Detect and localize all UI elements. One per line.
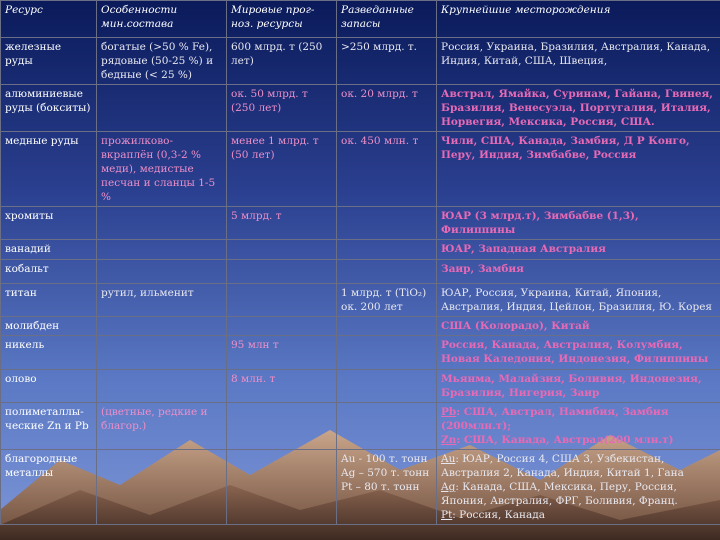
header-features: Особенности мин.состава	[97, 1, 227, 38]
explored-reserves: ок. 450 млн. т	[337, 132, 437, 207]
world-reserves: менее 1 млрд. т (50 лет)	[227, 132, 337, 207]
table-row	[1, 85, 720, 132]
header-world-reserves: Мировые прог-ноз. ресурсы	[227, 1, 337, 38]
mineral-features	[97, 260, 227, 284]
deposits-pt-line	[441, 508, 716, 522]
world-reserves: 600 млрд. т (250 лет)	[227, 38, 337, 85]
table-row	[1, 336, 720, 370]
mineral-features	[97, 85, 227, 132]
au-label: Au	[441, 453, 456, 465]
mineral-features	[97, 317, 227, 336]
world-reserves	[227, 240, 337, 260]
largest-deposits	[437, 403, 720, 450]
table-row	[1, 38, 720, 85]
mineral-features: прожилково-вкраплён (0,3-2 % меди), медистые песчан и сланцы 1-5 %	[97, 132, 227, 207]
explored-pt: Pt – 80 т. тонн	[341, 481, 420, 493]
header-resource: Ресурс	[1, 1, 97, 38]
mineral-features: рутил, ильменит	[97, 284, 227, 317]
world-reserves: 5 млрд. т	[227, 207, 337, 240]
explored-ag: Ag – 570 т. тонн	[341, 467, 430, 479]
resource-name: никель	[1, 336, 97, 370]
au-deposits: : ЮАР, Россия 4, США 3, Узбекистан, Австралия 2, Канада, Индия, Китай 1, Гана	[441, 453, 684, 479]
largest-deposits: ЮАР (3 млрд.т), Зимбабве (1,3), Филиппины	[437, 207, 720, 240]
world-reserves	[227, 403, 337, 450]
resource-name: полиметаллы-ческие Zn и Pb	[1, 403, 97, 450]
table-row	[1, 450, 720, 525]
mineral-features: богатые (>50 % Fe), рядовые (50-25 %) и бедные (< 25 %)	[97, 38, 227, 85]
zn-deposits: : США, Канада, Австрал(200 млн.т)	[456, 434, 674, 446]
mineral-features	[97, 207, 227, 240]
table-row	[1, 284, 720, 317]
explored-reserves	[337, 403, 437, 450]
explored-reserves	[337, 450, 437, 525]
ag-deposits: : Канада, США, Мексика, Перу, Россия, Япония, Австралия, ФРГ, Боливия, Франц.	[441, 481, 678, 507]
explored-reserves: ок. 20 млрд. т	[337, 85, 437, 132]
deposits-ag-line	[441, 480, 716, 508]
table-row	[1, 207, 720, 240]
table-header-row	[1, 1, 720, 38]
table-row	[1, 370, 720, 403]
largest-deposits: ЮАР, Россия, Украина, Китай, Япония, Австралия, Индия, Цейлон, Бразилия, Ю. Корея	[437, 284, 720, 317]
pb-label: Pb	[441, 406, 457, 418]
resource-name: ванадий	[1, 240, 97, 260]
pb-deposits: : США, Австрал, Намибия, Замбия (200млн.т);	[441, 406, 669, 432]
pt-label: Pt	[441, 509, 453, 521]
resource-name: олово	[1, 370, 97, 403]
explored-reserves	[337, 260, 437, 284]
largest-deposits: Мьянма, Малайзия, Боливия, Индонезия, Бразилия, Нигерия, Заир	[437, 370, 720, 403]
resource-name: алюминиевые руды (бокситы)	[1, 85, 97, 132]
largest-deposits	[437, 450, 720, 525]
mineral-features	[97, 450, 227, 525]
table-row	[1, 260, 720, 284]
header-explored: Разведанные запасы	[337, 1, 437, 38]
table-row	[1, 403, 720, 450]
mineral-features	[97, 336, 227, 370]
resource-name: хромиты	[1, 207, 97, 240]
explored-reserves	[337, 317, 437, 336]
deposits-pb-line	[441, 405, 716, 433]
world-reserves	[227, 260, 337, 284]
largest-deposits: Россия, Канада, Австралия, Колумбия, Новая Каледония, Индонезия, Филиппины	[437, 336, 720, 370]
mineral-features	[97, 370, 227, 403]
zn-label: Zn	[441, 434, 457, 446]
table-row	[1, 132, 720, 207]
largest-deposits: Австрал, Ямайка, Суринам, Гайана, Гвинея, Бразилия, Венесуэла, Португалия, Италия, Норвегия, Мексика, Россия, США.	[437, 85, 720, 132]
deposits-zn-line	[441, 433, 716, 447]
mineral-features	[97, 240, 227, 260]
resource-name: медные руды	[1, 132, 97, 207]
world-reserves: 8 млн. т	[227, 370, 337, 403]
table-row	[1, 317, 720, 336]
explored-reserves	[337, 207, 437, 240]
resource-name: железные руды	[1, 38, 97, 85]
mineral-features: (цветные, редкие и благор.)	[97, 403, 227, 450]
world-reserves	[227, 450, 337, 525]
header-deposits: Крупнейшие месторождения	[437, 1, 720, 38]
resource-name: молибден	[1, 317, 97, 336]
world-reserves: 95 млн т	[227, 336, 337, 370]
largest-deposits: Россия, Украина, Бразилия, Австралия, Канада, Индия, Китай, США, Швеция,	[437, 38, 720, 85]
explored-reserves	[337, 370, 437, 403]
resource-name: титан	[1, 284, 97, 317]
largest-deposits: США (Колорадо), Китай	[437, 317, 720, 336]
resource-name: кобальт	[1, 260, 97, 284]
largest-deposits: ЮАР, Западная Австралия	[437, 240, 720, 260]
largest-deposits: Чили, США, Канада, Замбия, Д Р Конго, Перу, Индия, Зимбабве, Россия	[437, 132, 720, 207]
explored-reserves: >250 млрд. т.	[337, 38, 437, 85]
explored-reserves	[337, 240, 437, 260]
table-row	[1, 240, 720, 260]
resource-name: благородные металлы	[1, 450, 97, 525]
ag-label: Ag	[441, 481, 456, 493]
world-reserves: ок. 50 млрд. т (250 лет)	[227, 85, 337, 132]
pt-deposits: : Россия, Канада	[452, 509, 545, 521]
largest-deposits: Заир, Замбия	[437, 260, 720, 284]
world-reserves	[227, 284, 337, 317]
explored-au: Au - 100 т. тонн	[341, 453, 428, 465]
deposits-au-line	[441, 452, 716, 480]
world-reserves	[227, 317, 337, 336]
explored-reserves: 1 млрд. т (TiO₂) ок. 200 лет	[337, 284, 437, 317]
explored-reserves	[337, 336, 437, 370]
